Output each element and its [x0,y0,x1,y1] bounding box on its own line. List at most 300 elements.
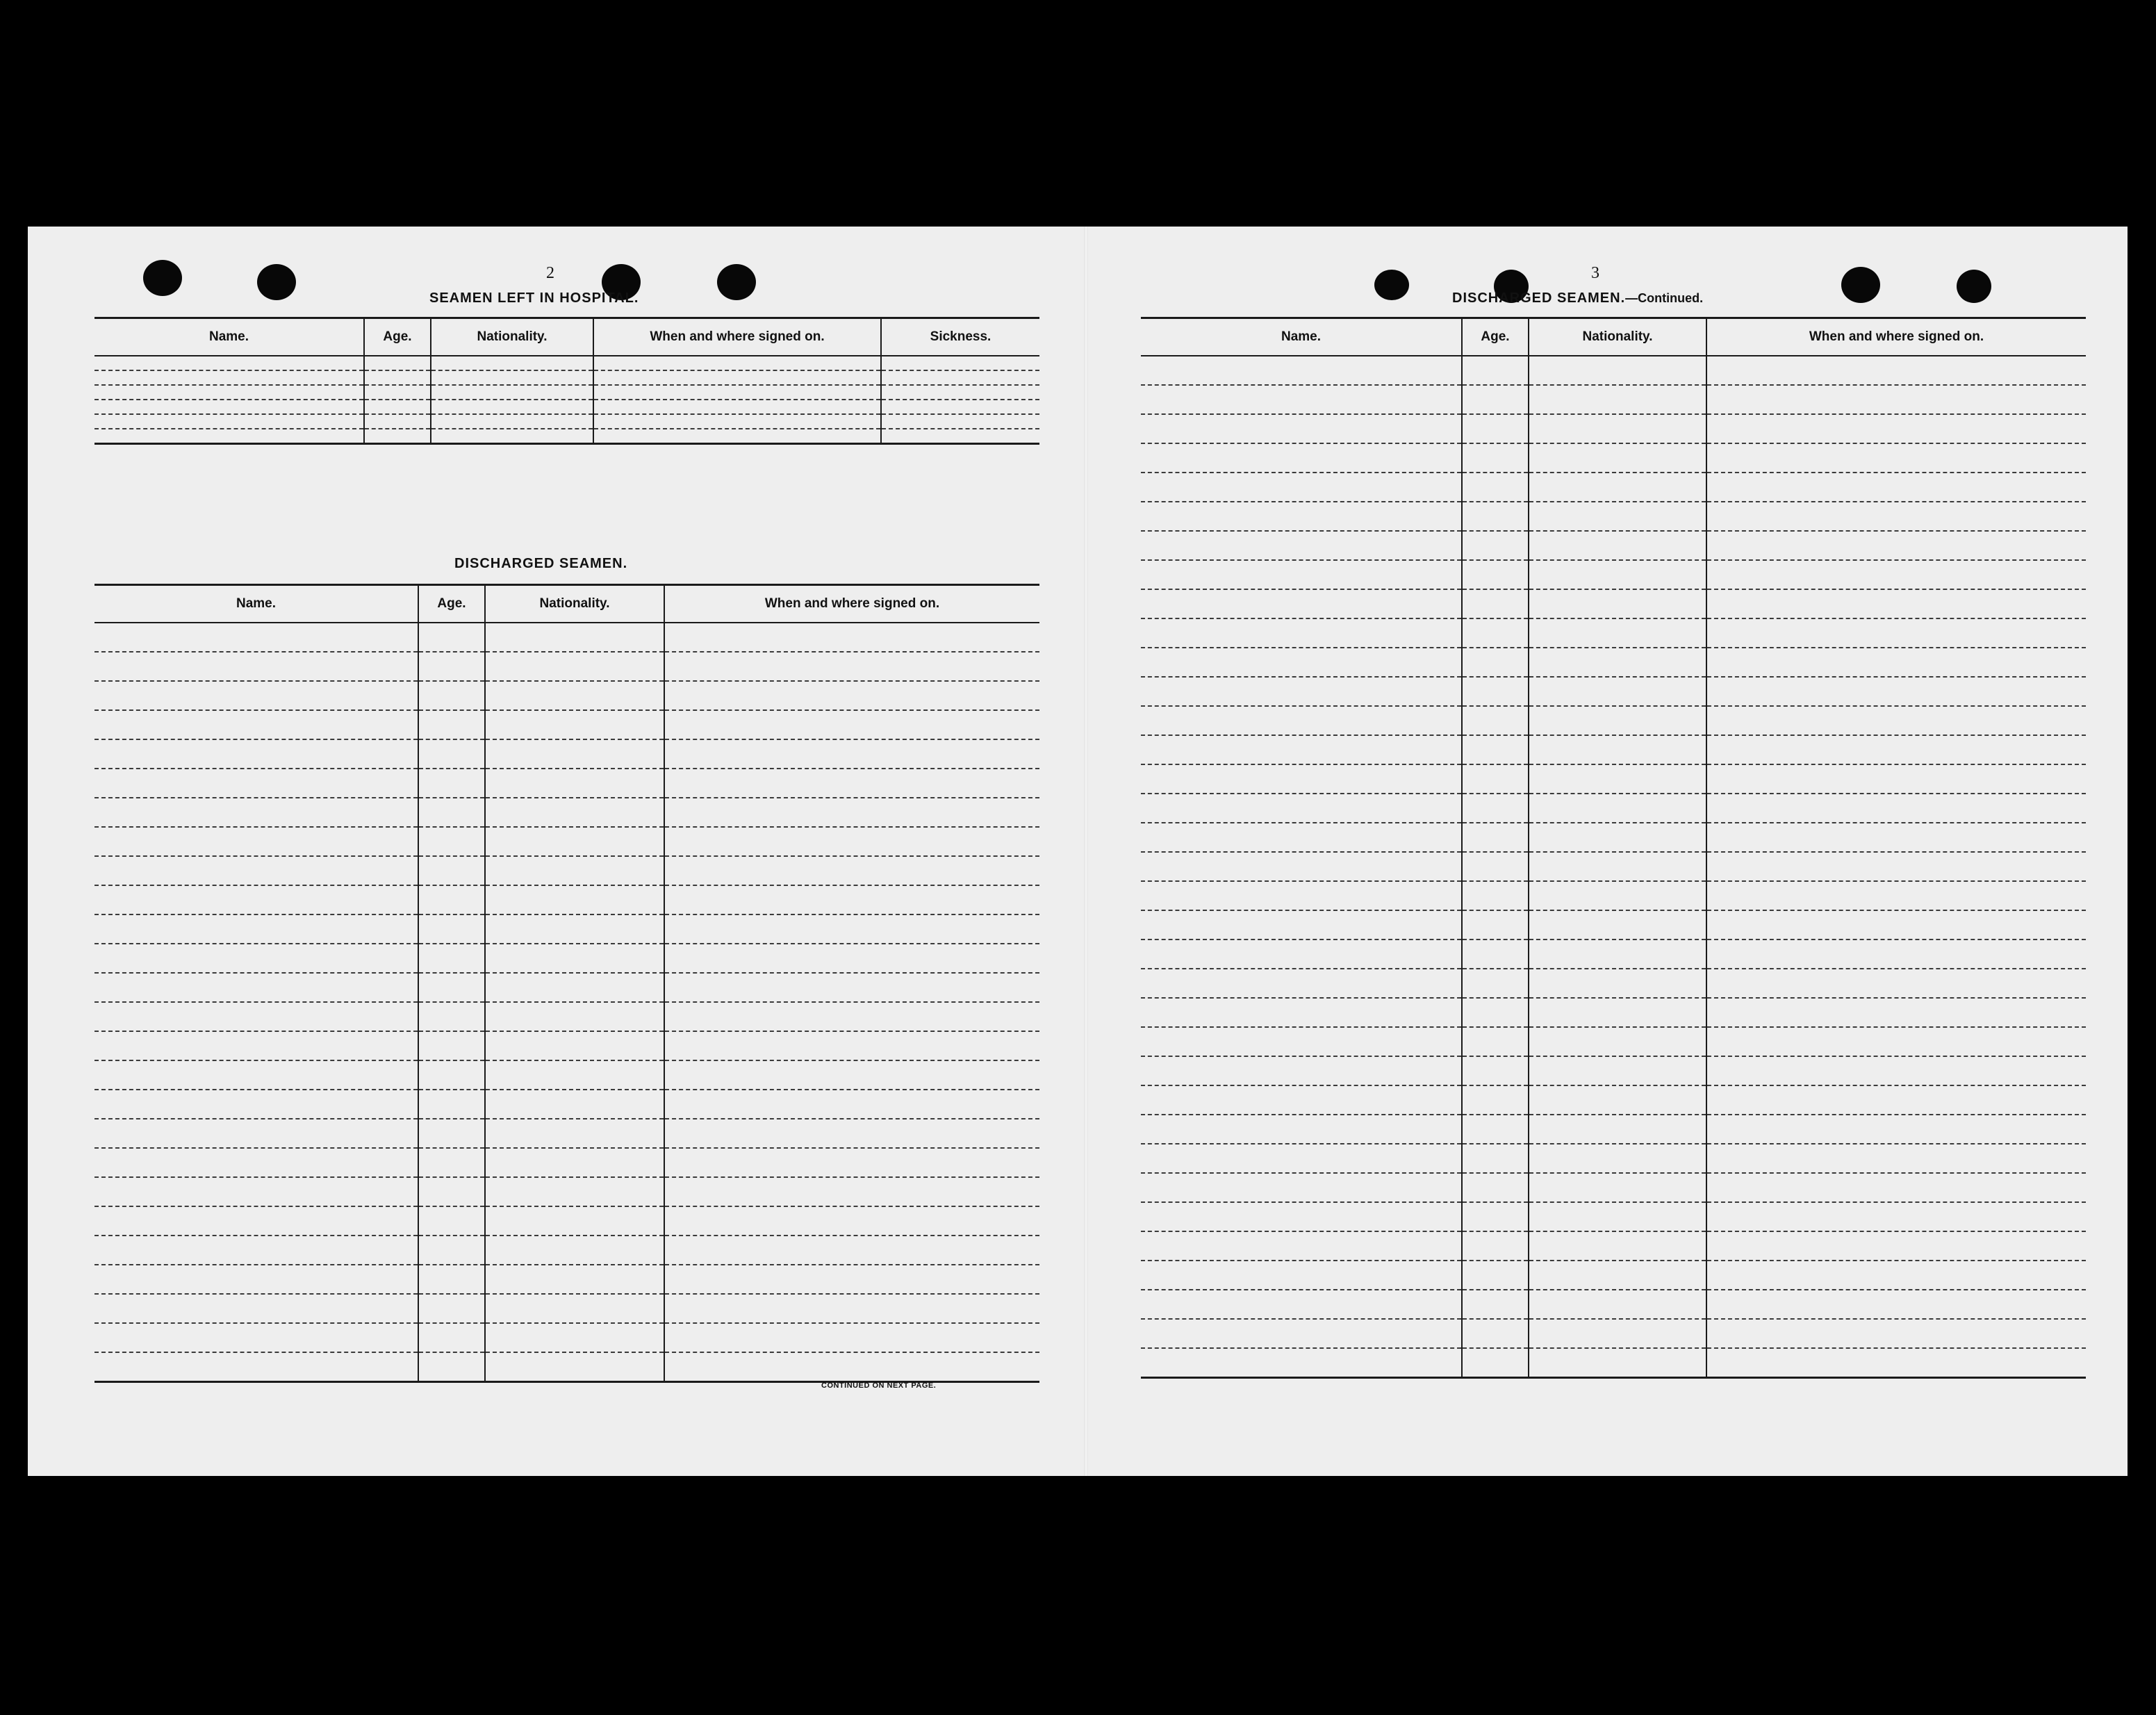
blank-cell [1529,1290,1706,1319]
punch-hole [717,264,756,300]
blank-cell [485,1148,664,1177]
form-row [94,739,1039,769]
blank-cell [593,429,881,444]
blank-cell [1141,998,1462,1027]
blank-cell [418,1294,485,1323]
blank-cell [1529,473,1706,502]
blank-cell [1462,1144,1529,1173]
form-row [1141,706,2086,735]
blank-cell [1462,1056,1529,1085]
blank-cell [94,385,364,400]
blank-cell [1529,794,1706,823]
blank-cell [485,739,664,769]
blank-cell [418,885,485,914]
blank-cell [1462,1027,1529,1056]
blank-cell [485,827,664,856]
form-row [1141,1115,2086,1144]
blank-cell [1706,823,2086,852]
blank-cell [1706,881,2086,910]
blank-cell [418,1206,485,1236]
blank-cell [485,885,664,914]
blank-cell [1706,531,2086,560]
form-row [94,1060,1039,1090]
discharged-continued-header-row [1141,318,2086,356]
form-row [94,1265,1039,1294]
blank-cell [94,356,364,370]
blank-cell [1141,473,1462,502]
discharged-continued-rows [1141,356,2086,1378]
blank-cell [664,1119,1039,1148]
blank-cell [1141,969,1462,998]
blank-cell [664,710,1039,739]
blank-cell [1706,648,2086,677]
blank-cell [1706,1261,2086,1290]
form-row [1141,969,2086,998]
form-row [94,827,1039,856]
form-row [94,1323,1039,1352]
form-row [1141,1144,2086,1173]
blank-cell [431,385,593,400]
blank-cell [94,652,418,681]
blank-cell [1706,794,2086,823]
blank-cell [485,1236,664,1265]
blank-cell [364,370,431,385]
blank-cell [485,798,664,827]
blank-cell [364,429,431,444]
form-row [1141,385,2086,414]
blank-cell [418,944,485,973]
blank-cell [881,370,1039,385]
blank-cell [593,370,881,385]
blank-cell [1141,589,1462,618]
blank-cell [1462,1261,1529,1290]
blank-cell [94,370,364,385]
form-row [94,973,1039,1002]
blank-cell [1141,1231,1462,1261]
blank-cell [1706,560,2086,589]
blank-cell [1462,735,1529,764]
blank-cell [418,1060,485,1090]
column-header: Age. [1462,318,1529,356]
punch-hole [1841,267,1880,303]
discharged-header-row [94,585,1039,623]
blank-cell [1141,735,1462,764]
blank-cell [664,856,1039,885]
form-row [94,681,1039,710]
blank-cell [881,429,1039,444]
column-header: When and where signed on. [664,585,1039,623]
blank-cell [1706,1319,2086,1348]
blank-cell [1706,443,2086,473]
blank-cell [664,1294,1039,1323]
blank-cell [1529,1027,1706,1056]
form-row [1141,1085,2086,1115]
blank-cell [664,798,1039,827]
blank-cell [1529,560,1706,589]
blank-cell [1462,1085,1529,1115]
blank-cell [1706,385,2086,414]
blank-cell [94,681,418,710]
hospital-rows [94,356,1039,444]
blank-cell [1462,589,1529,618]
blank-cell [1706,1144,2086,1173]
blank-cell [1141,852,1462,881]
form-row [1141,852,2086,881]
blank-cell [94,1119,418,1148]
blank-cell [94,1352,418,1382]
blank-cell [1141,1085,1462,1115]
column-header: Name. [94,318,364,356]
blank-cell [1529,1231,1706,1261]
blank-cell [418,1177,485,1206]
form-row [1141,735,2086,764]
form-row [94,429,1039,444]
blank-cell [1706,1231,2086,1261]
blank-cell [1462,794,1529,823]
blank-cell [485,623,664,652]
blank-cell [664,1323,1039,1352]
blank-cell [593,356,881,370]
form-row [94,1119,1039,1148]
blank-cell [1529,589,1706,618]
blank-cell [664,1148,1039,1177]
blank-cell [1462,414,1529,443]
blank-cell [1529,1144,1706,1173]
blank-cell [1462,356,1529,385]
form-row [94,944,1039,973]
blank-cell [1706,910,2086,939]
form-row [94,769,1039,798]
blank-cell [418,1148,485,1177]
blank-cell [485,1031,664,1060]
blank-cell [364,356,431,370]
form-row [1141,881,2086,910]
blank-cell [1706,969,2086,998]
blank-cell [364,414,431,429]
blank-cell [94,1236,418,1265]
blank-cell [593,400,881,414]
blank-cell [1462,1115,1529,1144]
blank-cell [94,973,418,1002]
blank-cell [418,973,485,1002]
blank-cell [418,914,485,944]
blank-cell [1529,356,1706,385]
column-header: When and where signed on. [593,318,881,356]
blank-cell [418,1002,485,1031]
blank-cell [418,1323,485,1352]
blank-cell [94,944,418,973]
blank-cell [593,414,881,429]
blank-cell [94,1265,418,1294]
blank-cell [1141,648,1462,677]
blank-cell [1462,881,1529,910]
blank-cell [485,1060,664,1090]
form-row [94,1294,1039,1323]
form-row [1141,1290,2086,1319]
blank-cell [664,652,1039,681]
blank-cell [1462,1173,1529,1202]
blank-cell [664,1265,1039,1294]
blank-cell [1141,910,1462,939]
blank-cell [1529,1085,1706,1115]
column-header: Nationality. [431,318,593,356]
blank-cell [1706,473,2086,502]
blank-cell [1529,852,1706,881]
blank-cell [418,1265,485,1294]
blank-cell [1141,1115,1462,1144]
blank-cell [418,1352,485,1382]
blank-cell [1462,443,1529,473]
blank-cell [94,1206,418,1236]
blank-cell [418,798,485,827]
blank-cell [94,1294,418,1323]
form-row [94,400,1039,414]
form-row [94,1236,1039,1265]
page-fold [1084,227,1088,1476]
blank-cell [881,385,1039,400]
form-row [1141,589,2086,618]
blank-cell [1462,1319,1529,1348]
blank-cell [1529,414,1706,443]
form-row [1141,823,2086,852]
blank-cell [94,1060,418,1090]
blank-cell [881,400,1039,414]
blank-cell [1141,560,1462,589]
blank-cell [1462,1202,1529,1231]
form-row [1141,910,2086,939]
blank-cell [1706,1027,2086,1056]
discharged-rows [94,623,1039,1382]
column-header: Age. [364,318,431,356]
blank-cell [1529,1319,1706,1348]
form-row [94,1148,1039,1177]
blank-cell [364,400,431,414]
form-row [94,710,1039,739]
column-header: When and where signed on. [1706,318,2086,356]
form-row [1141,502,2086,531]
form-row [1141,1348,2086,1378]
form-row [1141,648,2086,677]
blank-cell [1141,1348,1462,1378]
discharged-continued-suffix: —Continued. [1625,291,1704,305]
form-row [1141,473,2086,502]
blank-cell [1141,502,1462,531]
blank-cell [485,973,664,1002]
blank-cell [664,885,1039,914]
blank-cell [94,1090,418,1119]
blank-cell [1529,881,1706,910]
form-row [1141,998,2086,1027]
blank-cell [431,400,593,414]
discharged-continued-title-main: DISCHARGED SEAMEN. [1452,290,1626,306]
discharged-continued-title [1452,290,1703,306]
form-row [1141,764,2086,794]
blank-cell [1706,1202,2086,1231]
blank-cell [664,623,1039,652]
form-row [94,623,1039,652]
blank-cell [1529,618,1706,648]
form-row [94,914,1039,944]
blank-cell [485,914,664,944]
blank-cell [485,1294,664,1323]
hospital-header-row [94,318,1039,356]
blank-cell [1706,1290,2086,1319]
blank-cell [1706,998,2086,1027]
discharged-table [94,584,1039,1383]
form-row [1141,531,2086,560]
blank-cell [485,1090,664,1119]
blank-cell [418,739,485,769]
blank-cell [418,1090,485,1119]
blank-cell [1706,1056,2086,1085]
blank-cell [94,429,364,444]
blank-cell [1141,1319,1462,1348]
blank-cell [664,739,1039,769]
blank-cell [1141,356,1462,385]
blank-cell [485,1352,664,1382]
blank-cell [1706,939,2086,969]
blank-cell [94,710,418,739]
blank-cell [418,769,485,798]
blank-cell [485,1265,664,1294]
form-row [94,370,1039,385]
blank-cell [1529,502,1706,531]
blank-cell [1141,823,1462,852]
blank-cell [1462,706,1529,735]
blank-cell [1706,589,2086,618]
punch-hole [257,264,296,300]
blank-cell [1141,1261,1462,1290]
blank-cell [1462,1290,1529,1319]
blank-cell [1529,648,1706,677]
blank-cell [1462,998,1529,1027]
blank-cell [1462,531,1529,560]
blank-cell [485,944,664,973]
column-header: Age. [418,585,485,623]
blank-cell [664,973,1039,1002]
blank-cell [94,623,418,652]
blank-cell [1462,560,1529,589]
blank-cell [1462,1348,1529,1378]
blank-cell [1529,1173,1706,1202]
form-row [1141,414,2086,443]
blank-cell [1141,939,1462,969]
form-row [1141,939,2086,969]
blank-cell [664,1031,1039,1060]
blank-cell [1141,794,1462,823]
blank-cell [418,710,485,739]
continued-note: CONTINUED ON NEXT PAGE. [821,1381,937,1390]
blank-cell [664,827,1039,856]
blank-cell [418,652,485,681]
blank-cell [1706,414,2086,443]
blank-cell [664,1206,1039,1236]
blank-cell [881,414,1039,429]
blank-cell [94,1002,418,1031]
blank-cell [664,1002,1039,1031]
blank-cell [418,856,485,885]
blank-cell [1529,939,1706,969]
form-row [1141,1319,2086,1348]
blank-cell [94,739,418,769]
blank-cell [664,1090,1039,1119]
punch-hole [1374,270,1409,300]
blank-cell [1462,764,1529,794]
blank-cell [1529,1115,1706,1144]
blank-cell [1462,823,1529,852]
blank-cell [664,1352,1039,1382]
blank-cell [418,1031,485,1060]
form-row [94,1090,1039,1119]
blank-cell [1706,852,2086,881]
form-row [1141,1027,2086,1056]
blank-cell [485,1002,664,1031]
blank-cell [1141,385,1462,414]
form-row [94,1031,1039,1060]
form-row [1141,1231,2086,1261]
column-header: Nationality. [1529,318,1706,356]
blank-cell [664,769,1039,798]
blank-cell [1706,1173,2086,1202]
blank-cell [94,798,418,827]
form-row [1141,356,2086,385]
blank-cell [1141,1056,1462,1085]
blank-cell [1141,1144,1462,1173]
blank-cell [1529,764,1706,794]
blank-cell [1462,969,1529,998]
blank-cell [1706,1348,2086,1378]
blank-cell [94,414,364,429]
form-row [94,414,1039,429]
blank-cell [1529,1261,1706,1290]
blank-cell [1141,1027,1462,1056]
blank-cell [1706,1115,2086,1144]
discharged-section-title: DISCHARGED SEAMEN. [454,556,628,571]
blank-cell [1462,910,1529,939]
blank-cell [1141,531,1462,560]
blank-cell [1529,910,1706,939]
blank-cell [1462,677,1529,706]
blank-cell [1141,443,1462,473]
blank-cell [485,710,664,739]
blank-cell [1141,764,1462,794]
blank-cell [1706,356,2086,385]
blank-cell [1706,1085,2086,1115]
blank-cell [1141,414,1462,443]
blank-cell [1706,677,2086,706]
blank-cell [1706,618,2086,648]
blank-cell [485,1323,664,1352]
blank-cell [1462,385,1529,414]
form-row [94,885,1039,914]
blank-cell [1462,502,1529,531]
blank-cell [1529,969,1706,998]
blank-cell [1529,706,1706,735]
blank-cell [94,1323,418,1352]
blank-cell [94,1031,418,1060]
blank-cell [1141,677,1462,706]
form-row [1141,1202,2086,1231]
blank-cell [1529,998,1706,1027]
blank-cell [1706,502,2086,531]
form-row [94,1002,1039,1031]
hospital-table [94,317,1039,445]
blank-cell [1706,706,2086,735]
blank-cell [418,681,485,710]
blank-cell [664,681,1039,710]
blank-cell [1462,939,1529,969]
blank-cell [1529,735,1706,764]
